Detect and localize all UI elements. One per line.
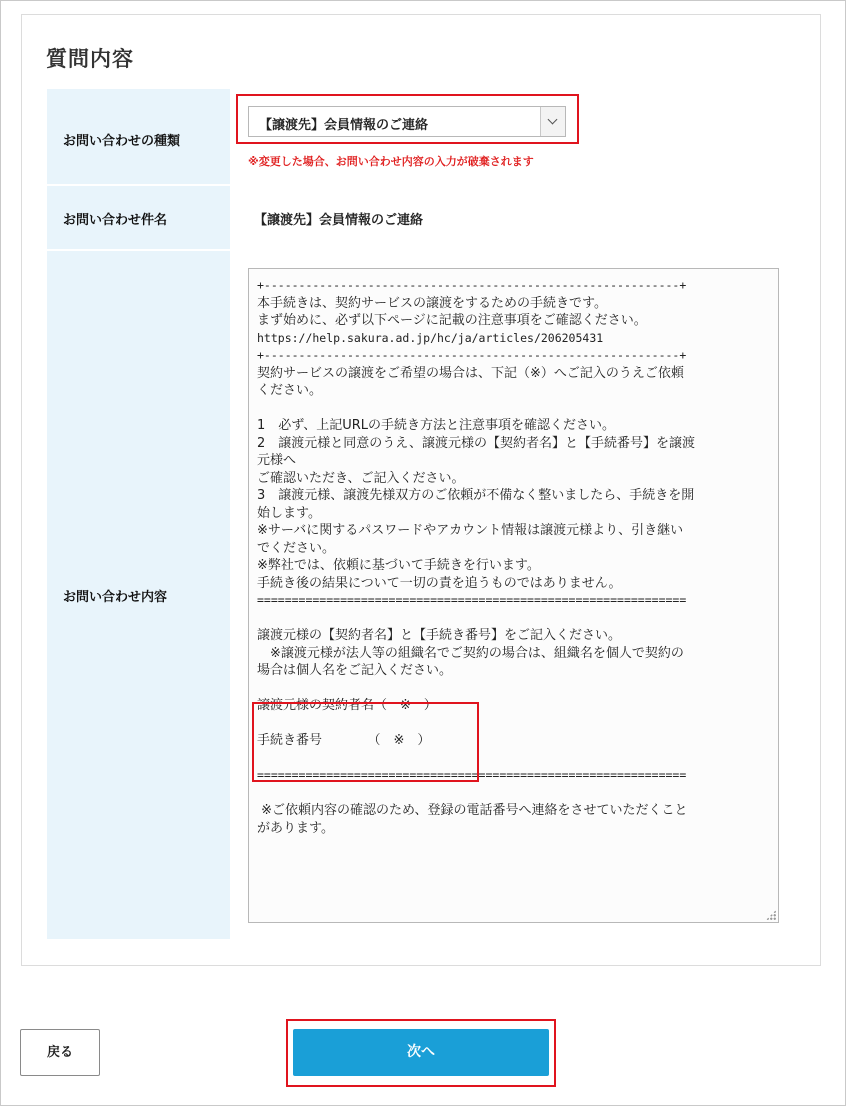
textarea-line: 譲渡元様の契約者名（ ※ ） <box>257 698 437 713</box>
back-button[interactable]: 戻る <box>20 1029 100 1076</box>
textarea-line: 元様へ <box>257 453 297 468</box>
inquiry-subject-value: 【譲渡先】会員情報のご連絡 <box>254 213 424 228</box>
inquiry-subject-label: お問い合わせ件名 <box>63 213 168 228</box>
row-label-cell-type <box>47 89 230 184</box>
next-button[interactable]: 次へ <box>293 1029 549 1076</box>
textarea-line: でください。 <box>257 540 336 556</box>
textarea-line <box>257 785 772 803</box>
textarea-line: まず始めに、必ず以下ページに記載の注意事項をご確認ください。 <box>257 313 647 328</box>
section-title: 質問内容 <box>46 47 134 71</box>
textarea-line: 契約サービスの譲渡をご希望の場合は、下記（※）へご記入のうえご依頼 <box>257 365 684 381</box>
textarea-line: +------------------------------------------------------------+ <box>257 278 687 292</box>
textarea-line: があります。 <box>257 820 334 836</box>
textarea-line: ご確認いただき、ご記入ください。 <box>257 470 465 486</box>
row-label-cell-content <box>47 251 230 939</box>
textarea-line <box>257 680 772 698</box>
inquiry-content-textarea[interactable] <box>248 268 779 923</box>
inquiry-type-warning: ※変更した場合、お問い合わせ内容の入力が破棄されます <box>248 155 534 168</box>
textarea-line: ============================================================== <box>257 768 687 782</box>
inquiry-content-label: お問い合わせ内容 <box>63 590 168 605</box>
textarea-line <box>257 610 772 628</box>
textarea-line: 本手続きは、契約サービスの譲渡をするための手続きです。 <box>257 295 607 311</box>
textarea-line: ください。 <box>257 383 323 398</box>
textarea-line: 場合は個人名をご記入ください。 <box>257 663 453 678</box>
textarea-line: 手続き後の結果について一切の責を追うものではありません。 <box>257 575 622 591</box>
textarea-line: 3 譲渡元様、譲渡先様双方のご依頼が不備なく整いましたら、手続きを開 <box>257 488 695 503</box>
resize-grip-icon[interactable] <box>766 910 776 920</box>
textarea-line: ※弊社では、依頼に基づいて手続きを行います。 <box>257 558 540 573</box>
textarea-line: 1 必ず、上記URLの手続き方法と注意事項を確認ください。 <box>257 418 616 433</box>
inquiry-type-label: お問い合わせの種類 <box>63 134 181 149</box>
textarea-line: 譲渡元様の【契約者名】と【手続き番号】をご記入ください。 <box>257 628 622 643</box>
textarea-line: 始します。 <box>257 505 321 521</box>
textarea-line: ============================================================== <box>257 593 687 607</box>
inquiry-type-selected-value: 【譲渡先】会員情報のご連絡 <box>259 118 429 133</box>
inquiry-panel <box>21 14 821 966</box>
highlight-box-select <box>236 94 579 144</box>
textarea-line: 手続き番号 （ ※ ） <box>257 733 431 748</box>
highlight-box-fields <box>252 702 479 782</box>
textarea-line: ※サーバに関するパスワードやアカウント情報は譲渡元様より、引き継い <box>257 523 684 538</box>
row-label-cell-subject <box>47 186 230 249</box>
textarea-line <box>257 400 772 418</box>
textarea-line: https://help.sakura.ad.jp/hc/ja/articles/206205431 <box>257 330 604 345</box>
textarea-line: ※譲渡元様が法人等の組織名でご契約の場合は、組織名を個人で契約の <box>257 645 684 661</box>
textarea-line: 2 譲渡元様と同意のうえ、譲渡元様の【契約者名】と【手続番号】を譲渡 <box>257 435 696 451</box>
textarea-line: ※ご依頼内容の確認のため、登録の電話番号へ連絡をさせていただくこと <box>257 803 688 818</box>
textarea-line: +------------------------------------------------------------+ <box>257 348 687 362</box>
